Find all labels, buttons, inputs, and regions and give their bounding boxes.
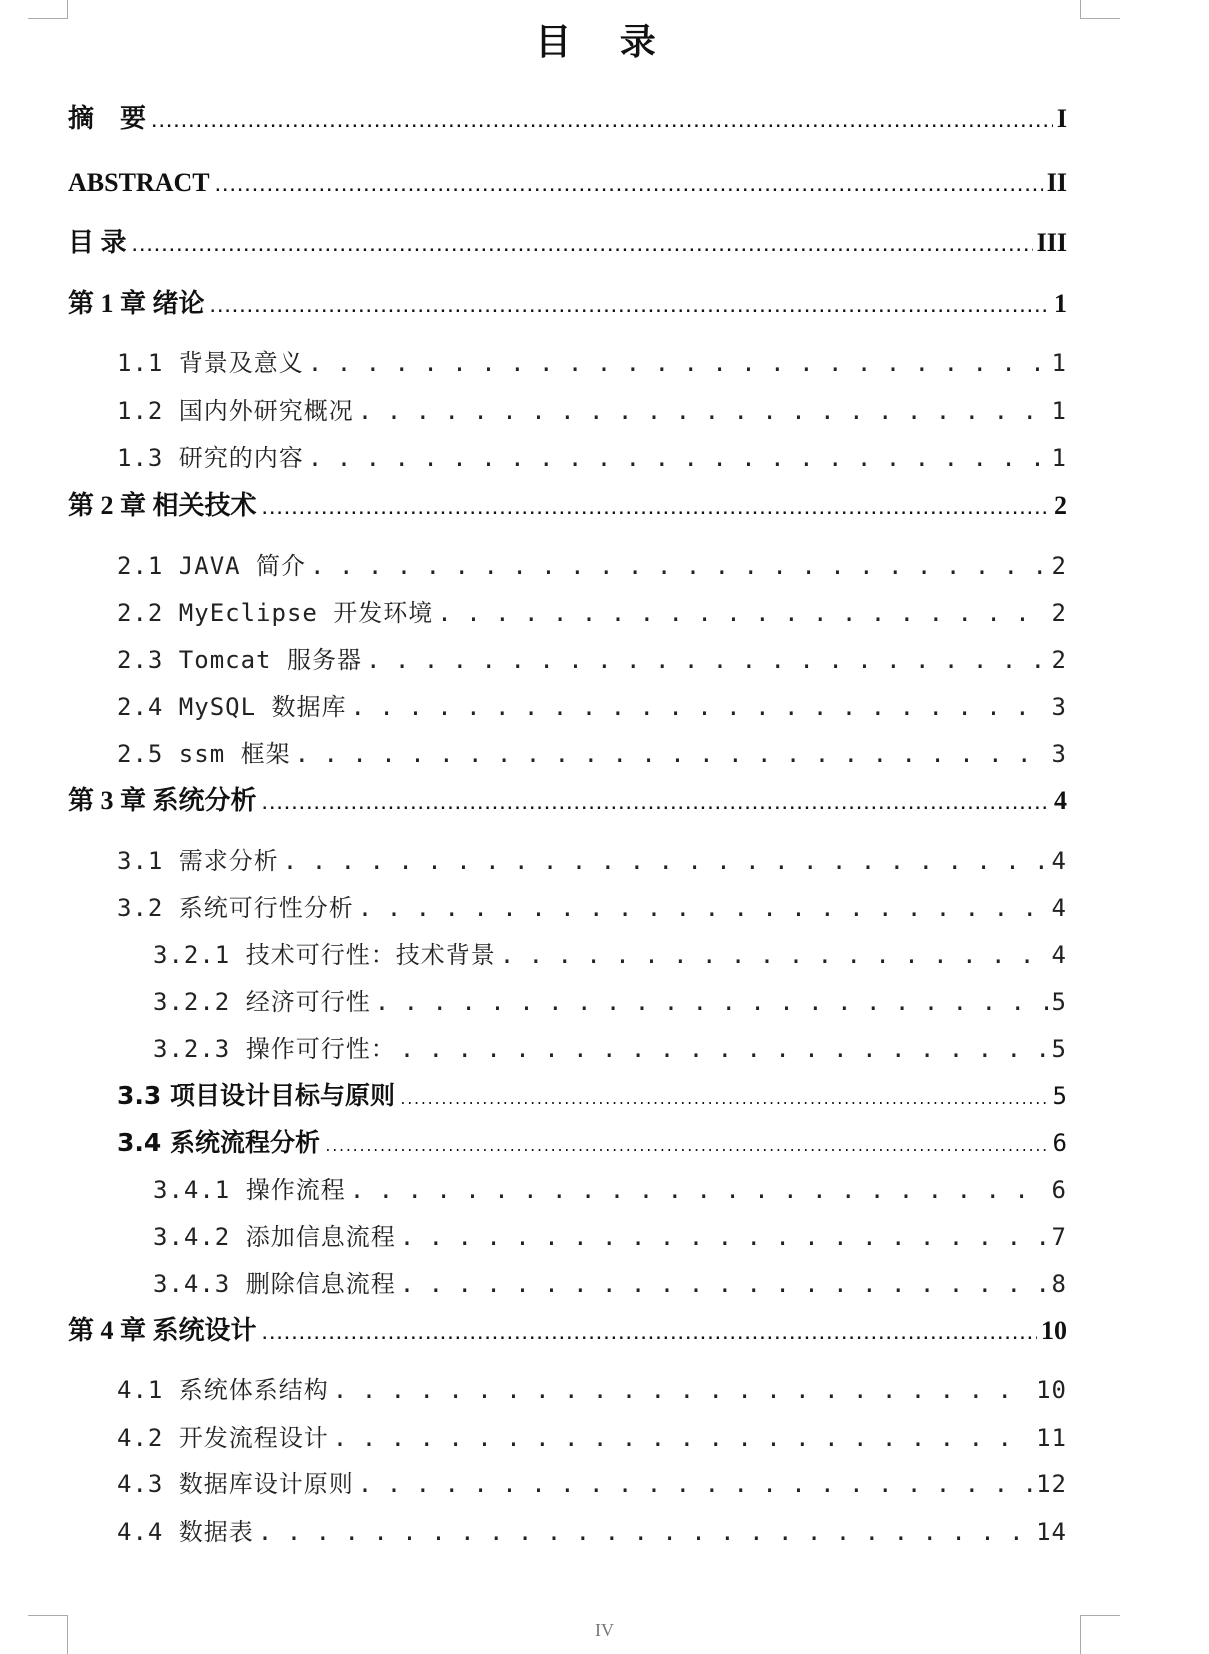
toc-entry-text: 第 2 章 相关技术 — [68, 491, 257, 520]
toc-page-number: 1 — [1054, 289, 1067, 318]
leader-dots — [261, 1315, 1037, 1355]
leader-dots — [131, 227, 1033, 267]
leader-dots — [366, 640, 1048, 680]
toc-entry-text: 第 3 章 系统分析 — [68, 786, 257, 815]
leader-dots — [283, 841, 1048, 881]
leader-dots — [261, 490, 1050, 530]
toc-page-number: 2 — [1054, 491, 1067, 520]
toc-page-number: 7 — [1051, 1223, 1067, 1251]
leader-dots — [295, 734, 1048, 774]
toc-page-number: 4 — [1051, 847, 1067, 875]
toc-entry-3-4-3[interactable] — [153, 1264, 1067, 1304]
leader-dots — [400, 1264, 1048, 1304]
toc-entry-text: 3.4.2 添加信息流程 — [153, 1223, 396, 1251]
toc-page-number: 8 — [1051, 1270, 1067, 1298]
toc-entry-text: ABSTRACT — [68, 168, 210, 197]
toc-page-number: 4 — [1051, 894, 1067, 922]
toc-entry-3-1[interactable] — [117, 841, 1067, 881]
toc-page-number: 5 — [1051, 1035, 1067, 1063]
toc-entry-2-1[interactable] — [117, 546, 1067, 586]
toc-entry-text: 3.4.1 操作流程 — [153, 1176, 346, 1204]
toc-entry-text: 目 录 — [68, 228, 127, 257]
toc-entry-contents[interactable] — [68, 223, 1067, 263]
toc-entry-3-4-1[interactable] — [153, 1170, 1067, 1210]
toc-page-number: 2 — [1051, 599, 1067, 627]
toc-page-number: 11 — [1036, 1424, 1067, 1452]
leader-dots — [351, 687, 1048, 727]
toc-page-number: 4 — [1051, 941, 1067, 969]
toc-entry-3-2-1[interactable] — [153, 935, 1067, 975]
leader-dots — [308, 438, 1048, 478]
leader-dots — [310, 546, 1048, 586]
toc-entry-text: 3.3 项目设计目标与原则 — [117, 1081, 395, 1110]
leader-dots — [437, 593, 1047, 633]
toc-entry-abstract-en[interactable] — [68, 163, 1067, 203]
toc-entry-text: 2.5 ssm 框架 — [117, 740, 291, 768]
toc-entry-text: 3.2.2 经济可行性 — [153, 988, 371, 1016]
toc-page-number: 5 — [1051, 988, 1067, 1016]
toc-entry-text: 1.1 背景及意义 — [117, 349, 304, 377]
toc-entry-text: 4.4 数据表 — [117, 1518, 254, 1546]
toc-entry-abstract-cn[interactable] — [68, 99, 1067, 139]
leader-dots — [358, 1464, 1032, 1504]
toc-entry-4-3[interactable] — [117, 1464, 1067, 1504]
toc-entry-2-3[interactable] — [117, 640, 1067, 680]
toc-entry-chapter-1[interactable] — [68, 284, 1067, 324]
toc-entry-1-2[interactable] — [117, 391, 1067, 431]
leader-dots — [333, 1418, 1032, 1458]
toc-entry-chapter-3[interactable] — [68, 781, 1067, 821]
toc-entry-4-2[interactable] — [117, 1418, 1067, 1458]
leader-dots — [500, 935, 1048, 975]
toc-entry-text: 2.3 Tomcat 服务器 — [117, 646, 362, 674]
toc-entry-text: 3.4.3 删除信息流程 — [153, 1270, 396, 1298]
toc-entry-1-1[interactable] — [117, 343, 1067, 383]
leader-dots — [258, 1512, 1032, 1552]
toc-entry-3-2[interactable] — [117, 888, 1067, 928]
toc-page-number: 12 — [1036, 1470, 1067, 1498]
toc-page-number: 3 — [1051, 693, 1067, 721]
toc-entry-text: 2.2 MyEclipse 开发环境 — [117, 599, 434, 627]
toc-page-number: I — [1056, 104, 1067, 133]
toc-page-number: 4 — [1054, 786, 1067, 815]
toc-entry-4-1[interactable] — [117, 1370, 1067, 1410]
toc-page-number: 1 — [1051, 349, 1067, 377]
toc-page-number: 2 — [1051, 646, 1067, 674]
toc-entry-text: 3.2.3 操作可行性： — [153, 1035, 396, 1063]
leader-dots — [400, 1217, 1048, 1257]
toc-entry-text: 摘 要 — [68, 104, 147, 133]
leader-dots — [375, 982, 1048, 1022]
toc-page-number: 14 — [1036, 1518, 1067, 1546]
toc-entry-text: 第 1 章 绪论 — [68, 289, 205, 318]
toc-page-number: 2 — [1051, 552, 1067, 580]
toc-entry-text: 3.2 系统可行性分析 — [117, 894, 354, 922]
leader-dots — [350, 1170, 1048, 1210]
toc-entry-3-2-2[interactable] — [153, 982, 1067, 1022]
toc-entry-2-4[interactable] — [117, 687, 1067, 727]
toc-entry-text: 第 4 章 系统设计 — [68, 1316, 257, 1345]
toc-page-number: III — [1036, 228, 1067, 257]
toc-entry-text: 3.1 需求分析 — [117, 847, 279, 875]
leader-dots — [358, 391, 1048, 431]
leader-dots — [150, 103, 1053, 143]
toc-page-number: 10 — [1036, 1376, 1067, 1404]
toc-entry-text: 2.4 MySQL 数据库 — [117, 693, 347, 721]
page-number-footer: IV — [595, 1620, 614, 1640]
leader-dots — [333, 1370, 1032, 1410]
toc-page-number: 5 — [1052, 1082, 1067, 1110]
toc-page-number: 1 — [1051, 444, 1067, 472]
toc-entry-text: 4.3 数据库设计原则 — [117, 1470, 354, 1498]
page-title: 目 录 — [535, 22, 674, 63]
toc-entry-3-2-3[interactable] — [153, 1029, 1067, 1069]
toc-entry-text: 2.1 JAVA 简介 — [117, 552, 307, 580]
toc-entry-3-4[interactable] — [117, 1123, 1067, 1163]
toc-entry-1-3[interactable] — [117, 438, 1067, 478]
toc-entry-text: 3.2.1 技术可行性：技术背景 — [153, 941, 496, 969]
toc-page-number: II — [1046, 168, 1067, 197]
leader-dots — [209, 288, 1050, 328]
toc-entry-2-5[interactable] — [117, 734, 1067, 774]
leader-dots — [214, 167, 1043, 207]
toc-entry-2-2[interactable] — [117, 593, 1067, 633]
toc-entry-4-4[interactable] — [117, 1512, 1067, 1552]
leader-dots — [261, 785, 1050, 825]
toc-page-number: 1 — [1051, 397, 1067, 425]
toc-entry-text: 4.2 开发流程设计 — [117, 1424, 329, 1452]
toc-entry-3-4-2[interactable] — [153, 1217, 1067, 1257]
leader-dots — [400, 1029, 1048, 1069]
toc-page-number: 6 — [1051, 1176, 1067, 1204]
leader-dots — [324, 1128, 1049, 1168]
toc-entry-chapter-4[interactable] — [68, 1311, 1067, 1351]
toc-entry-text: 1.3 研究的内容 — [117, 444, 304, 472]
toc-page-number: 6 — [1052, 1129, 1067, 1157]
toc-page-number: 10 — [1041, 1316, 1067, 1345]
toc-entry-text: 1.2 国内外研究概况 — [117, 397, 354, 425]
leader-dots — [308, 343, 1048, 383]
leader-dots — [399, 1081, 1049, 1121]
toc-entry-text: 3.4 系统流程分析 — [117, 1128, 320, 1157]
toc-entry-3-3[interactable] — [117, 1076, 1067, 1116]
toc-entry-chapter-2[interactable] — [68, 486, 1067, 526]
toc-page-number: 3 — [1051, 740, 1067, 768]
leader-dots — [358, 888, 1048, 928]
toc-entry-text: 4.1 系统体系结构 — [117, 1376, 329, 1404]
